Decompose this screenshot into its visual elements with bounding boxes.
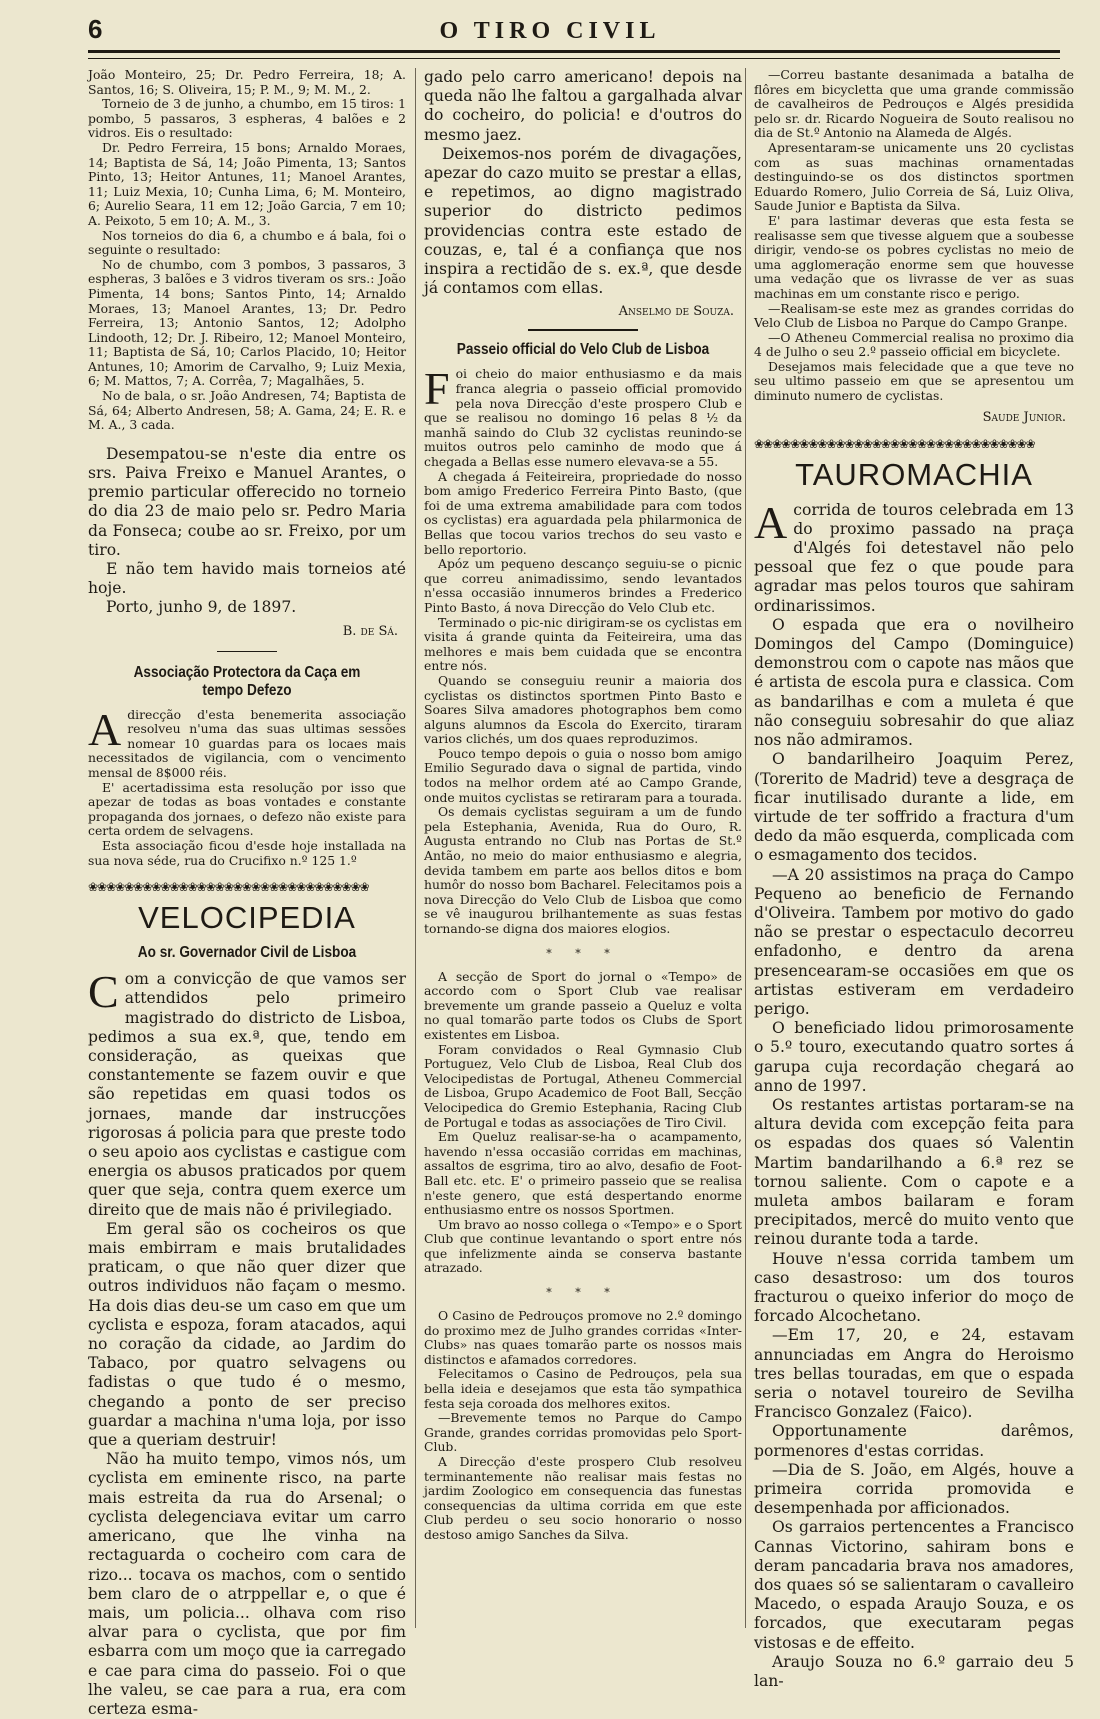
paragraph: Um bravo ao nosso collega o «Tempo» e o Sport Club que continue levantando o sport entre nós que infelizmente ainda se conserva bastante atrazado. — [424, 1216, 742, 1276]
header-rule — [88, 50, 1060, 59]
paragraph: A chegada á Feiteireira, propriedade do nosso bom amigo Frederico Ferreira Pinto Basto, (que foi de uma extrema amabilidade para com todos os cyclistas) era aguardada pela philarmonica de Bellas que tocou varios trechos do seu vasto e bello reportorio. — [424, 468, 742, 557]
section-title-velocipedia: VELOCIPEDIA — [138, 900, 356, 936]
paragraph: Araujo Souza no 6.º garraio deu 5 lan- — [754, 1652, 1074, 1691]
paragraph: E' acertadissima esta resolução por isso que apezar de todas as boas vontades e constante propaganda dos jornaes, o defezo não existe para certa ordem de selvagens. — [88, 779, 406, 839]
paragraph: A secção de Sport do jornal o «Tempo» de accordo com o Sport Club vae realisar brevemente um grande passeio a Queluz e volta no qual tomarão parte todos os Clubs de Sport existentes em Lisboa. — [424, 968, 742, 1042]
paragraph: Opportunamente darêmos, pormenores d'estas corridas. — [754, 1422, 1074, 1460]
article-sport-club — [424, 970, 742, 1276]
paragraph: Esta associação ficou d'esde hoje installada na sua nova séde, rua do Crucifixo n.º 125 1.º — [88, 838, 406, 868]
paragraph: —O Atheneu Commercial realisa no proximo dia 4 de Julho o seu 2.º passeio official em bicyclete. — [754, 329, 1074, 360]
paragraph: Nos torneios do dia 6, a chumbo e á bala, foi o seguinte o resultado: — [88, 227, 406, 258]
column-2 — [415, 68, 742, 1628]
paragraph: om a convicção de que vamos ser attendidos pelo primeiro magistrado do districto de Lisboa, pedimos a sua ex.ª, que, tendo em consideração, as queixas que constantemente se fazem ouvir e que são repetidas em quasi todos os jornaes, mande dar instrucções rigorosas á policia para que preste todo o seu apoio aos cyclistas e castigue com energia os abusos praticados por quem quer que seja, contra quem exerce um direito que de mais não é privilegiado. — [88, 970, 406, 1219]
paragraph: Em Queluz realisar-se-ha o acampamento, havendo n'essa occasião corridas em machinas, assaltos de esgrima, tiro ao alvo, desafio de Foot-Ball etc. etc. E' o primeiro passeio que se realisa n'este genero, que está despertando enorme enthusiasmo entre os nossos Sportmen. — [424, 1129, 742, 1218]
paragraph: Dr. Pedro Ferreira, 15 bons; Arnaldo Moraes, 14; Baptista de Sá, 14; João Pimenta, 13; Santos Pinto, 13; Heitor Antunes, 11; Manoel Arantes, 11; Luiz Mexia, 10; Cunha Lima, 6; M. Monteiro, 6; Aurelio Seara, 11 em 12; João Garcia, 7 em 10; A. Peixoto, 5 em 10; A. M., 3. — [88, 139, 406, 228]
paragraph: corrida de touros celebrada em 13 do proximo passado na praça d'Algés foi detestavel não pelo pessoal que fez o que poude para agradar mas pelos touros que sahiram ordinarissimos. — [754, 500, 1074, 615]
paragraph: Felecitamos o Casino de Pedrouços, pela sua bella ideia e desejamos que esta tão sympathica festa seja coroada dos melhores exitos. — [424, 1366, 742, 1411]
paragraph: direcção d'esta benemerita associação resolveu n'uma das suas ultimas sessões nomear 10 guardas para os locaes mais necessitados de vigilancia, com o vencimento mensal de 8$000 réis. — [88, 706, 406, 781]
ornament-divider: ❀❀❀❀❀❀❀❀❀❀❀❀❀❀❀❀❀❀❀❀❀❀❀❀❀❀❀❀❀❀❀ — [754, 436, 1035, 451]
paragraph: —Realisam-se este mez as grandes corridas do Velo Club de Lisboa no Parque do Campo Granpe. — [754, 300, 1074, 331]
drop-cap: A — [754, 496, 788, 548]
paragraph: Os demais cyclistas seguiram a um de fundo pela Estephania, Avenida, Rua do Ouro, R. Augusta entrando no Club nas Portas de St.º Antão, no meio do maior enthusiasmo e alegria, devida tambem em parte aos bellos ditos e bom humôr do nosso bom Bacharel. Felecitamos pois a nova Direcção do Velo Club de Lisboa que como se vê inaugurou brilhantemente as suas festas tornando-se digna dos maiores elogios. — [424, 804, 742, 936]
paragraph: Apóz um pequeno descanço seguiu-se o picnic que correu animadissimo, sendo levantados n'essa occasião innumeros brindes a Frederico Pinto Basto, á nova Direcção do Velo Club etc. — [424, 556, 742, 615]
paragraph: Desempatou-se n'este dia entre os srs. Paiva Freixo e Manuel Arantes, o premio particular offerecido no torneio do dia 23 de maio pelo sr. Pedro Maria da Fonseca; coube ao sr. Freixo, por um tiro. — [88, 444, 406, 559]
paragraph: —Correu bastante desanimada a batalha de flôres em bicycletta que uma grande commissão de cavalheiros de Pedrouços e Algés presidida pelo sr. dr. Ricardo Nogueira de Souto realisou no dia de St.º Antonio na Alameda de Algés. — [754, 67, 1074, 141]
paragraph: —A 20 assistimos na praça do Campo Pequeno ao beneficio de Fernando d'Oliveira. Tambem por motivo do gado não se prestar o espectaculo decorreu enfadonho, e dentro da arena presencearam-se occasiões em que os artistas estiveram em verdadeiro perigo. — [754, 865, 1074, 1018]
paragraph: Deixemos-nos porém de divagações, apezar do cazo muito se prestar a ellas, e repetimos, ao digno magistrado superior do districto pedimos providencias contra este estado de couzas, e, tal é a confiança que nos inspira a rectidão de s. ex.ª, que desde já contamos com ellas. — [424, 144, 742, 298]
paragraph: Houve n'essa corrida tambem um caso desastroso: um dos touros fracturou o queixo inferior do moço de forcado Alcochetano. — [754, 1249, 1074, 1326]
paragraph: Torneio de 3 de junho, a chumbo, em 15 tiros: 1 pombo, 5 passaros, 3 espheras, 4 balões e 2 vidros. Eis o resultado: — [88, 96, 406, 141]
asterism: * * * — [546, 1286, 620, 1300]
paragraph: Em geral são os cocheiros os que mais embirram e mais brutalidades praticam, o que não quer dizer que outros individuos não façam o mesmo. Ha dois dias deu-se um caso em que um cyclista e espoza, foram atacados, aqui no coração da cidade, ao Jardim do Tabaco, por quatro selvagens ou fadistas o que tudo é o mesmo, chegando a ponto de ser preciso guardar a machina n'uma loja, por isso que a queriam destruir! — [88, 1219, 406, 1450]
paragraph: —Em 17, 20, e 24, estavam annunciadas em Angra do Heroismo tres bellas touradas, em que o espada seria o notavel toureiro de Sevilha Francisco Gonzalez (Faico). — [754, 1326, 1074, 1422]
ornament-divider: ❀❀❀❀❀❀❀❀❀❀❀❀❀❀❀❀❀❀❀❀❀❀❀❀❀❀❀❀❀❀❀ — [88, 880, 369, 895]
section-title-tauromachia: TAUROMACHIA — [795, 456, 1033, 492]
article-governador-cont — [424, 68, 742, 298]
column-3 — [745, 67, 1074, 1691]
paragraph: No de chumbo, com 3 pombos, 3 passaros, 3 espheras, 3 balões e 3 vidros tiveram os srs.: João Pimenta, 14 bons; Santos Pinto, 14; Arnaldo Moraes, 13; Manoel Arantes, 13; Dr. Pedro Ferreira, 13; Antonio Santos, 12; Adolpho Lindooth, 12; Dr. J. Ribeiro, 12; Manoel Monteiro, 11; Baptista de Sá, 10; Carlos Placido, 10; Heitor Antunes, 10; Amorim de Carvalho, 9; Luiz Mexia, 6; M. Mattos, 7; A. Corrêa, 7; Magalhães, 5. — [88, 256, 406, 389]
article-associacao — [88, 703, 406, 869]
headline-associacao: Associação Protectora da Caça em tempo Defezo — [133, 663, 361, 699]
paragraph: —Brevemente temos no Parque do Campo Grande, grandes corridas promovidas pelo Sport-Club. — [424, 1410, 742, 1455]
paragraph: O Casino de Pedrouços promove no 2.º domingo do proximo mez de Julho grandes corridas «Inter-Clubs» nas quaes tomarão parte os nossos mais distinctos e afamados corredores. — [424, 1308, 742, 1367]
page-number: 6 — [88, 14, 103, 44]
separator — [217, 651, 277, 652]
article-batalha-flores — [754, 68, 1074, 404]
asterism: * * * — [546, 946, 620, 960]
paragraph: O bandarilheiro Joaquim Perez, (Torerito de Madrid) teve a desgraça de ficar inutilisado durante a lide, em virtude de ter soffrido a fractura d'um dedo da mão esquerda, complicada com o esmagamento dos tecidos. — [754, 750, 1074, 865]
article-passeio — [424, 363, 742, 936]
paragraph: gado pelo carro americano! depois na queda não lhe faltou a gargalhada alvar do cocheiro, do policia! e d'outros do mesmo jaez. — [424, 68, 742, 144]
paragraph: Foram convidados o Real Gymnasio Club Portuguez, Velo Club de Lisboa, Real Club dos Velocipedistas de Portugal, Atheneu Commercial de Lisboa, Grupo Academico de Foot Ball, Secção Velocipedica do Gremio Estephania, Racing Club de Portugal e todas as associações de Tiro Civil. — [424, 1041, 742, 1130]
paragraph: Não ha muito tempo, vimos nós, um cyclista em eminente risco, na parte mais estreita da rua do Arsenal; o cyclista delegenciava evitar um carro americano, que lhe vinha na rectaguarda o cocheiro com cara de rizo... tocava os machos, com o sentido bem claro de o atrppellar e, o que é mais, um policia... olhava com riso alvar para o cyclista, que por fim esbarra com um moço que ia carregado e cae para cima do passeio. Foi o que lhe valeu, se cae para a rua, era com certeza esma- — [88, 1450, 406, 1718]
shooting-results — [88, 68, 406, 433]
signature: B. de Sá. — [342, 623, 398, 639]
shooting-closing — [88, 445, 406, 618]
article-governador — [88, 966, 406, 1719]
paragraph: O beneficiado lidou primorosamente o 5.º touro, executando quatro sortes á garupa cuja recordação chegará ao anno de 1997. — [754, 1019, 1074, 1095]
drop-cap: A — [88, 703, 122, 755]
paragraph: O espada que era o novilheiro Domingos del Campo (Dominguice) demonstrou com o capote nas mãos que é artista de escola pura e classica. Com as bandarilhas e com a muleta é que não conseguiu sobresahir do que aliaz nos não admiramos. — [754, 615, 1074, 750]
article-tauromachia — [754, 496, 1074, 1692]
paragraph: Os garraios pertencentes a Francisco Cannas Victorino, sahiram bons e deram pancadaria brava nos amadores, dos quaes só se salientaram o cavalleiro Macedo, o espada Araujo Souza, e os forcados, que executaram pegas vistosas e de effeito. — [754, 1518, 1074, 1652]
paragraph: Apresentaram-se unicamente uns 20 cyclistas com as suas machinas ornamentadas destinguindo-se os dos distinctos sportmen Eduardo Romero, Julio Correia de Sá, Luiz Oliva, Saude Junior e Baptista da Silva. — [754, 139, 1074, 214]
paragraph: oi cheio do maior enthusiasmo e da mais franca alegria o passeio official promovido pela nova Direcção d'este prospero Club e que se realisou no domingo 16 pelas 8 ½ da manhã saindo do Club 32 cyclistas reunindo-se muitos outros pelo caminho de modo que á chegada a Bellas esse numero elevava-se a 55. — [424, 366, 742, 469]
paragraph: Quando se conseguiu reunir a maioria dos cyclistas os distinctos sportmen Pinto Basto e Soares Silva amadores photographos bem como alguns alumnos da Escola do Exercito, tiraram varios clichés, um dos quaes reproduzimos. — [424, 672, 742, 747]
signature: Anselmo de Souza. — [618, 304, 734, 320]
masthead-title: O TIRO CIVIL — [439, 18, 661, 44]
column-1 — [88, 67, 406, 1718]
paragraph: No de bala, o sr. João Andresen, 74; Baptista de Sá, 64; Alberto Andresen, 58; A. Gama, 24; E. R. e M. A., 3 cada. — [88, 388, 406, 433]
paragraph: Desejamos mais felecidade que a que teve no seu ultimo passeio em que se apresentou um diminuto numero de cyclistas. — [754, 358, 1074, 404]
separator — [528, 329, 638, 331]
signature: Saude Junior. — [982, 409, 1066, 425]
article-casino — [424, 1309, 742, 1543]
drop-cap: C — [88, 966, 119, 1018]
paragraph: Pouco tempo depois o guia o nosso bom amigo Emilio Segurado dava o signal de partida, vindo todos na melhor ordem até ao Campo Grande, onde muitos cyclistas se retiraram para a tourada. — [424, 745, 742, 805]
paragraph: João Monteiro, 25; Dr. Pedro Ferreira, 18; A. Santos, 16; S. Oliveira, 15; P. M., 9; M. M., 2. — [88, 67, 406, 97]
dateline: Porto, junho 9, de 1897. — [106, 598, 297, 617]
drop-cap: F — [424, 363, 450, 415]
headline-governador: Ao sr. Governador Civil de Lisboa — [137, 944, 357, 962]
paragraph: —Dia de S. João, em Algés, houve a primeira corrida promovida e desempenhada por afficionados. — [754, 1460, 1074, 1518]
paragraph: E não tem havido mais torneios até hoje. — [88, 560, 406, 598]
paragraph: A Direcção d'este prospero Club resolveu terminantemente não realisar mais festas no jardim Zoologico em consequencia das funestas consequencias da ultima corrida em que este Club perdeu o seu socio honorario o nosso destoso amigo Sanches da Silva. — [424, 1454, 742, 1542]
paragraph: E' para lastimar deveras que esta festa se realisasse sem que tivesse alguem que a soubesse dirigir, vendo-se os pobres cyclistas no meio de uma agglomeração enorme sem que houvesse uma vedação que os livrasse de ver as suas machinas em um constante risco e perigo. — [754, 212, 1074, 301]
headline-passeio: Passeio official do Velo Club de Lisboa — [456, 341, 710, 359]
paragraph: Os restantes artistas portaram-se na altura devida com excepção feita para os espadas dos quaes só Valentin Martim bandarilhando a 6.ª rez se tornou saliente. Com o capote e a muleta ambos bailaram e foram precipitados, mercê do muito vento que reinou durante toda a tarde. — [754, 1095, 1074, 1249]
paragraph: Terminado o pic-nic dirigiram-se os cyclistas em visita á grande quinta da Feiteireira, uma das melhores e mais bem cuidada que se encontra entre nós. — [424, 614, 742, 674]
